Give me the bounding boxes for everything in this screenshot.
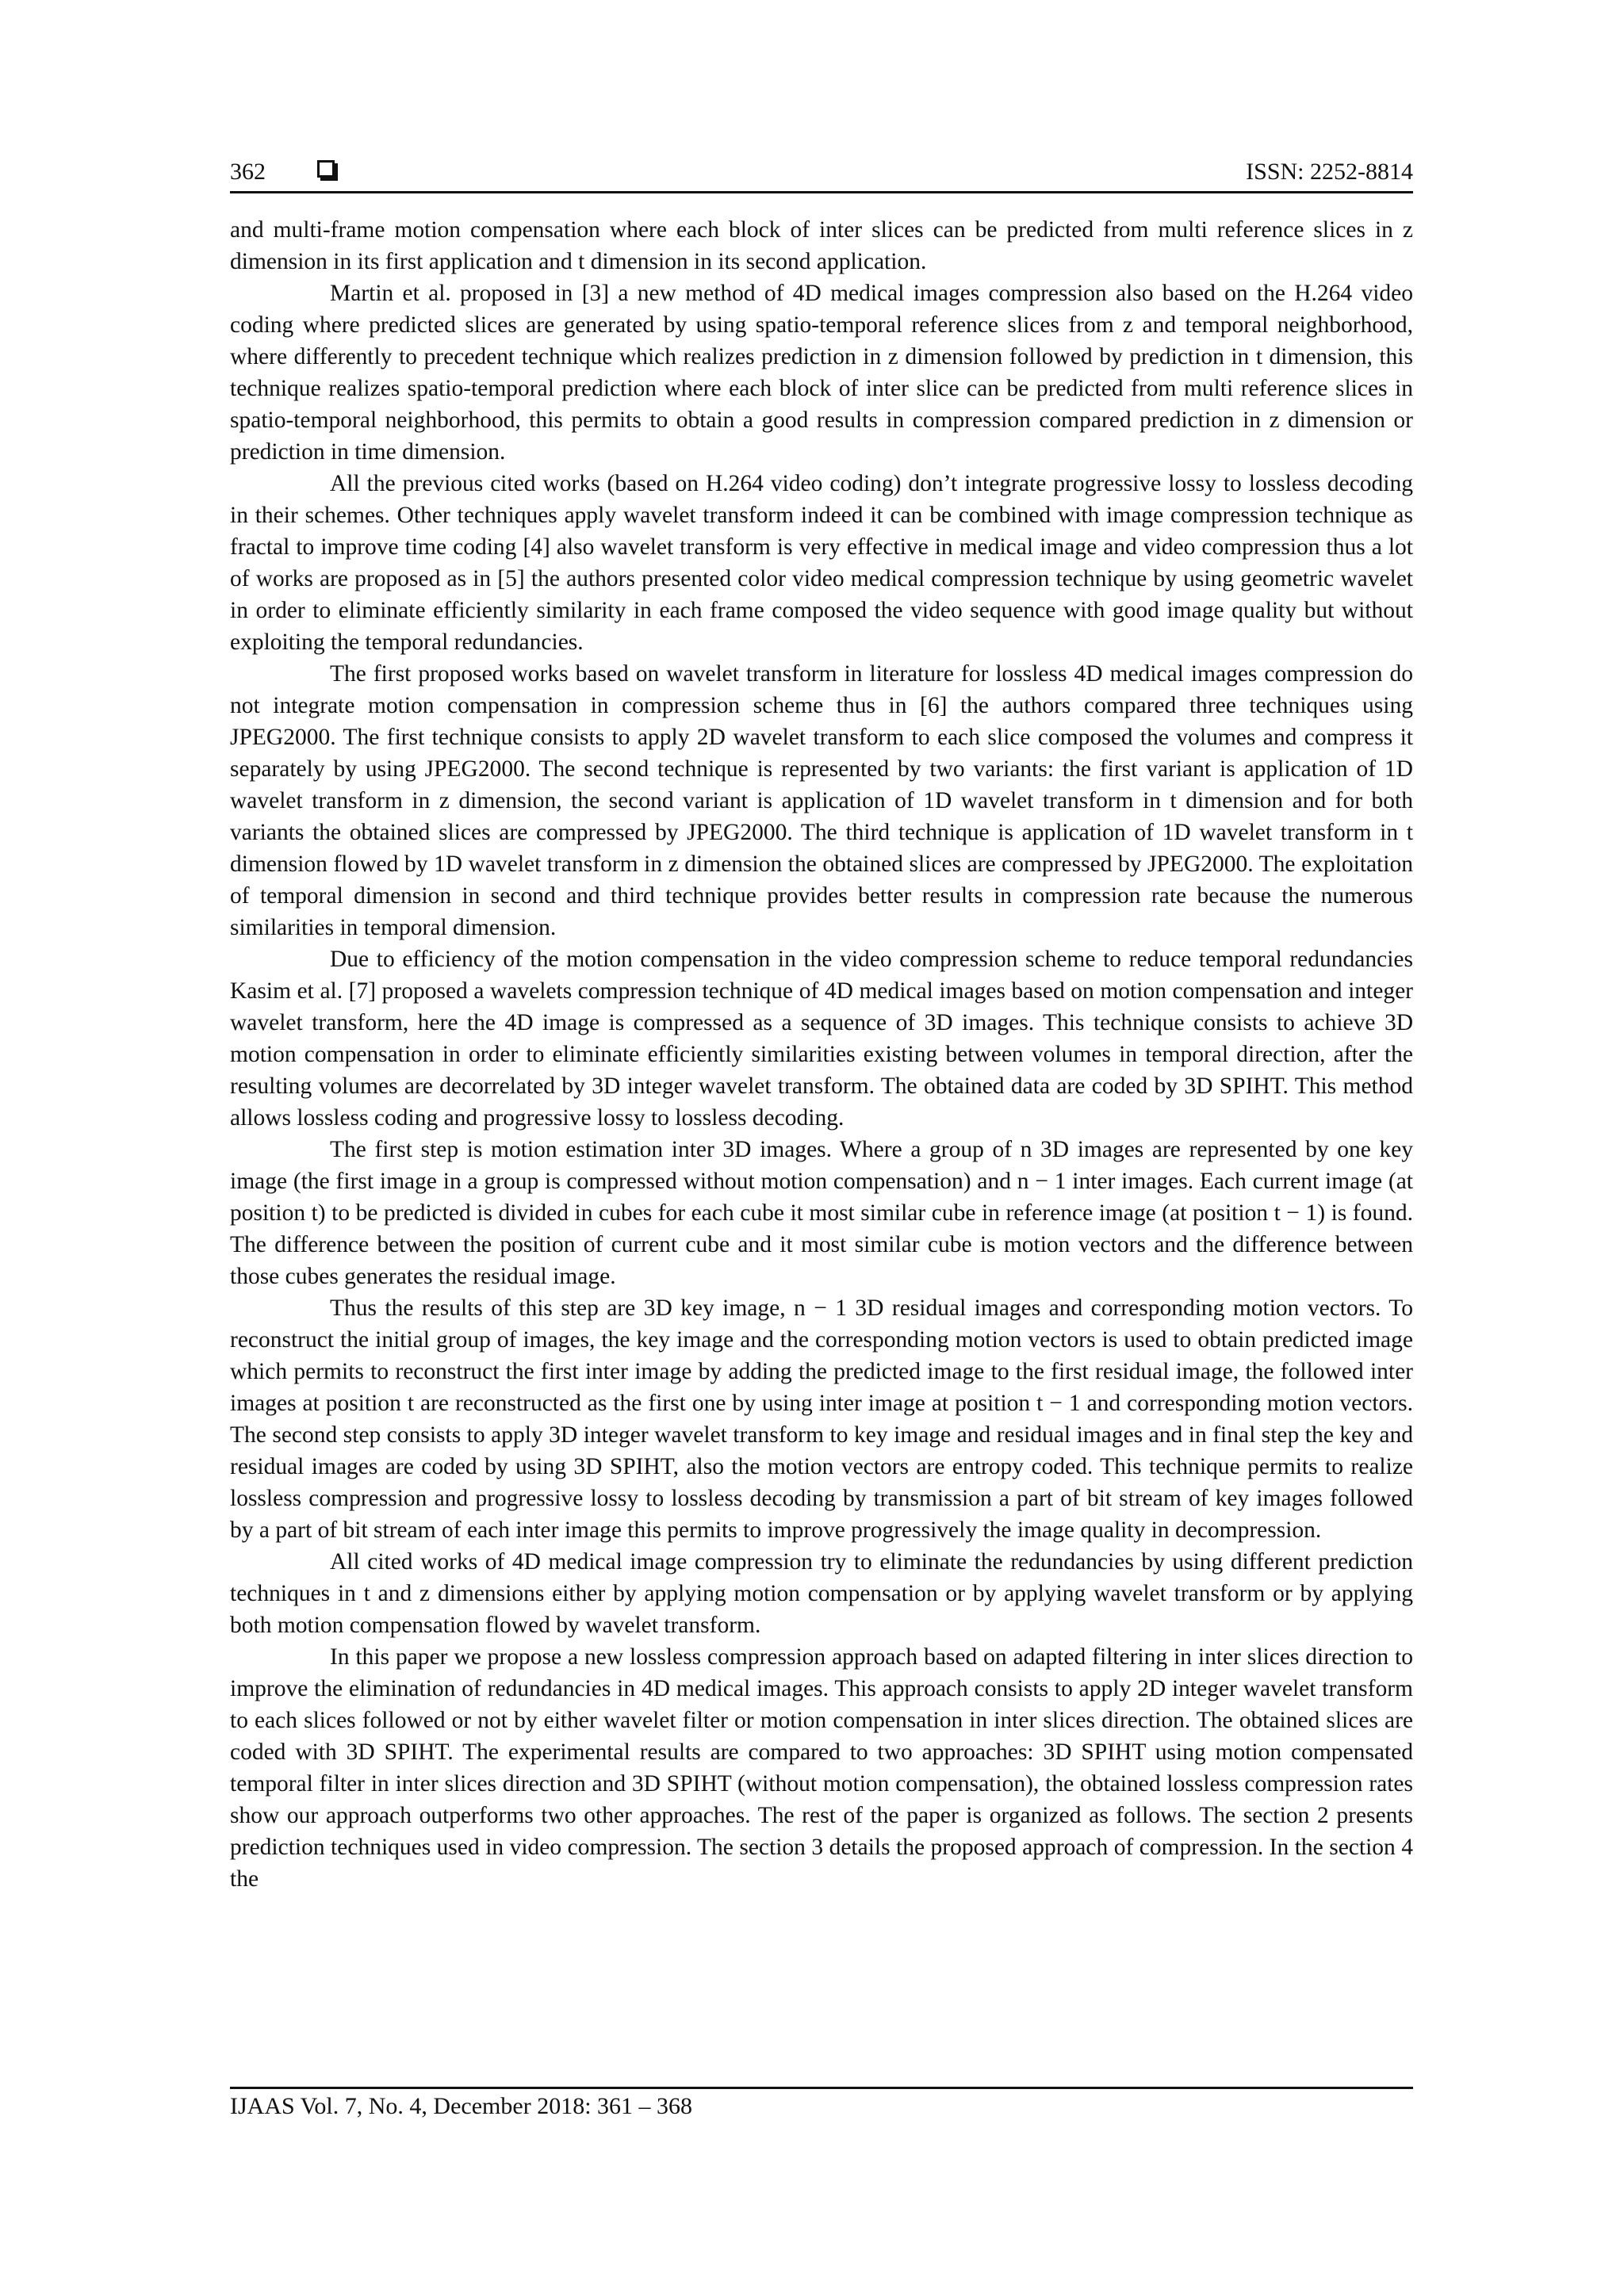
- issn-label: ISSN: 2252-8814: [1246, 159, 1413, 185]
- paragraph: All cited works of 4D medical image compression try to eliminate the redundancies by using different prediction techniques in t and z dimensions either by applying motion compensation or by applying wavelet transform or by applying both motion compensation flowed by wavelet transform.: [230, 1549, 1413, 1638]
- paragraph: Martin et al. proposed in [3] a new method of 4D medical images compression also based on the H.264 video coding where predicted slices are generated by using spatio-temporal reference slices from z and temporal neighborhood, where differently to precedent technique which realizes prediction in z dimension followed by prediction in t dimension, this technique realizes spatio-temporal prediction where each block of inter slice can be predicted from multi reference slices in spatio-temporal neighborhood, this permits to obtain a good results in compression compared prediction in z dimension or prediction in time dimension.: [230, 281, 1413, 465]
- page-header: [230, 151, 1413, 190]
- footer-divider: [230, 2087, 1413, 2089]
- journal-citation: IJAAS Vol. 7, No. 4, December 2018: 361 – 368: [230, 2093, 693, 2119]
- page-number: 362: [230, 159, 266, 185]
- paragraph: Thus the results of this step are 3D key image, n − 1 3D residual images and corresponding motion vectors. To reconstruct the initial group of images, the key image and the corresponding motion vectors is used to obtain predicted image which permits to reconstruct the first inter image by adding the predicted image to the first residual image, the followed inter images at position t are reconstructed as the first one by using inter image at position t − 1 and corresponding motion vectors. The second step consists to apply 3D integer wavelet transform to key image and residual images and in final step the key and residual images are coded by using 3D SPIHT, also the motion vectors are entropy coded. This technique permits to realize lossless compression and progressive lossy to lossless decoding by transmission a part of bit stream of key images followed by a part of bit stream of each inter image this permits to improve progressively the image quality in decompression.: [230, 1295, 1413, 1543]
- paragraph: Due to efficiency of the motion compensation in the video compression scheme to reduce temporal redundancies Kasim et al. [7] proposed a wavelets compression technique of 4D medical images based on motion compensation and integer wavelet transform, here the 4D image is compressed as a sequence of 3D images. This technique consists to achieve 3D motion compensation in order to eliminate efficiently similarities existing between volumes in temporal direction, after the resulting volumes are decorrelated by 3D integer wavelet transform. The obtained data are coded by 3D SPIHT. This method allows lossless coding and progressive lossy to lossless decoding.: [230, 947, 1413, 1131]
- paragraph-continuation: and multi-frame motion compensation where each block of inter slices can be predicted from multi reference slices in z dimension in its first application and t dimension in its second application.: [230, 217, 1413, 274]
- article-body: [230, 214, 1413, 1895]
- paragraph: The first proposed works based on wavelet transform in literature for lossless 4D medical images compression do not integrate motion compensation in compression scheme thus in [6] the authors compared three techniques using JPEG2000. The first technique consists to apply 2D wavelet transform to each slice composed the volumes and compress it separately by using JPEG2000. The second technique is represented by two variants: the first variant is application of 1D wavelet transform in z dimension, the second variant is application of 1D wavelet transform in t dimension and for both variants the obtained slices are compressed by JPEG2000. The third technique is application of 1D wavelet transform in t dimension flowed by 1D wavelet transform in z dimension the obtained slices are compressed by JPEG2000. The exploitation of temporal dimension in second and third technique provides better results in compression rate because the numerous similarities in temporal dimension.: [230, 661, 1413, 940]
- square-bullet-icon: [317, 160, 335, 178]
- header-divider: [230, 191, 1413, 193]
- paragraph: In this paper we propose a new lossless compression approach based on adapted filtering in inter slices direction to improve the elimination of redundancies in 4D medical images. This approach consists to apply 2D integer wavelet transform to each slices followed or not by either wavelet filter or motion compensation in inter slices direction. The obtained slices are coded with 3D SPIHT. The experimental results are compared to two approaches: 3D SPIHT using motion compensated temporal filter in inter slices direction and 3D SPIHT (without motion compensation), the obtained lossless compression rates show our approach outperforms two other approaches. The rest of the paper is organized as follows. The section 2 presents prediction techniques used in video compression. The section 3 details the proposed approach of compression. In the section 4 the: [230, 1644, 1413, 1892]
- paragraph: The first step is motion estimation inter 3D images. Where a group of n 3D images are represented by one key image (the first image in a group is compressed without motion compensation) and n − 1 inter images. Each current image (at position t) to be predicted is divided in cubes for each cube it most similar cube in reference image (at position t − 1) is found. The difference between the position of current cube and it most similar cube is motion vectors and the difference between those cubes generates the residual image.: [230, 1137, 1413, 1289]
- paragraph: All the previous cited works (based on H.264 video coding) don’t integrate progressive lossy to lossless decoding in their schemes. Other techniques apply wavelet transform indeed it can be combined with image compression technique as fractal to improve time coding [4] also wavelet transform is very effective in medical image and video compression thus a lot of works are proposed as in [5] the authors presented color video medical compression technique by using geometric wavelet in order to eliminate efficiently similarity in each frame composed the video sequence with good image quality but without exploiting the temporal redundancies.: [230, 471, 1413, 655]
